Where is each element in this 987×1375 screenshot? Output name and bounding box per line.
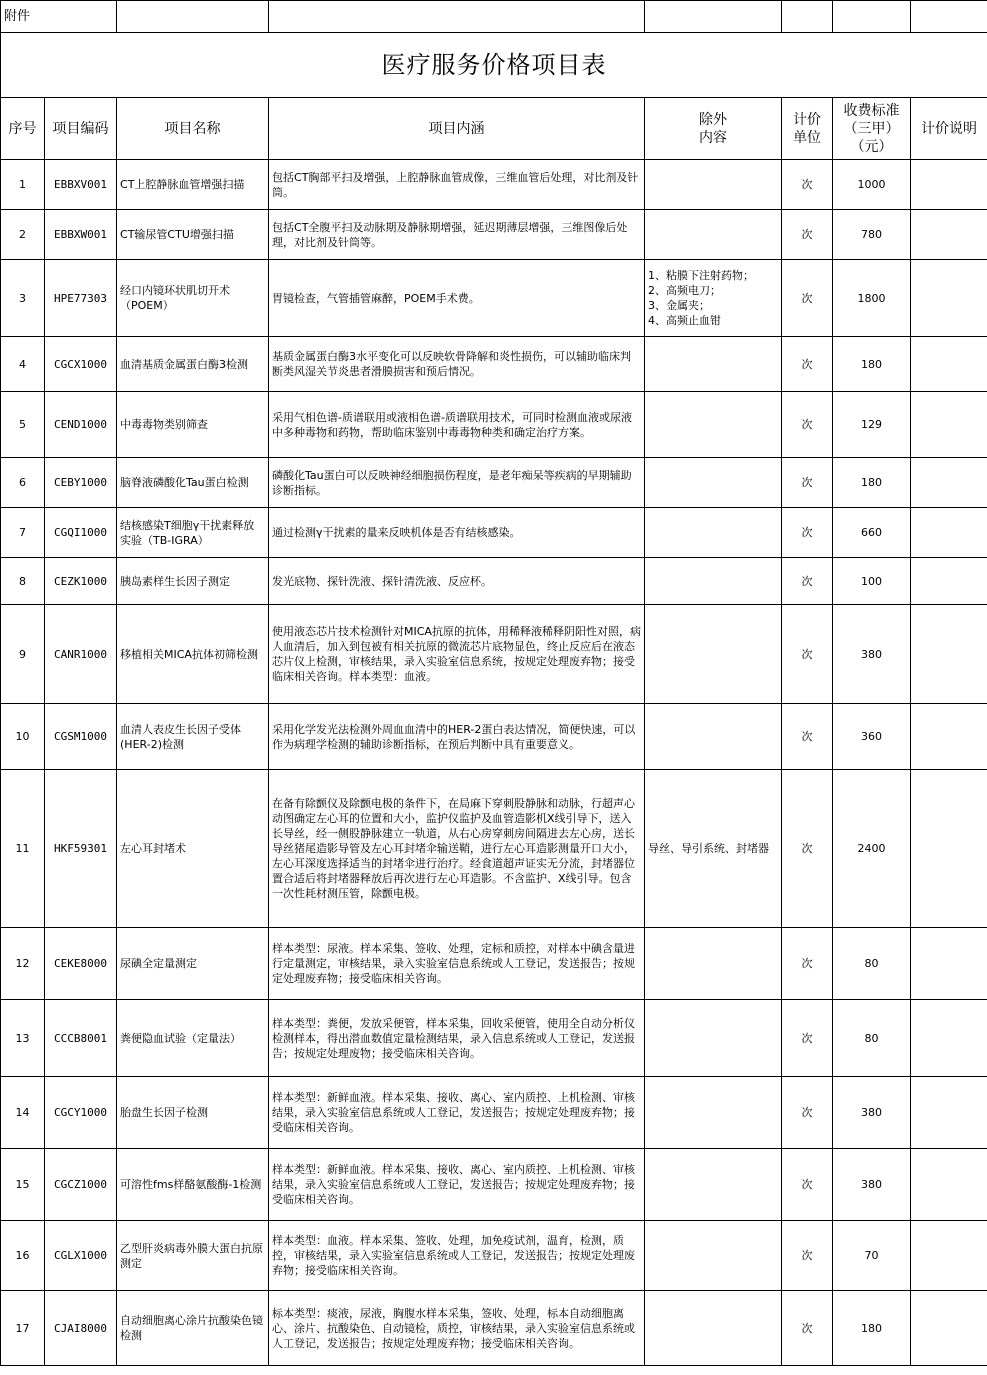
cell-price: 380 (833, 1077, 911, 1149)
header-content: 项目内涵 (269, 98, 645, 160)
header-price: 收费标准 （三甲） （元） (833, 98, 911, 160)
cell-price: 1000 (833, 160, 911, 210)
table-row (1, 1291, 987, 1366)
header-code: 项目编码 (45, 98, 117, 160)
cell-price: 100 (833, 558, 911, 605)
attachment-row (1, 1, 987, 33)
table-row (1, 392, 987, 458)
cell-seq: 9 (1, 605, 45, 704)
cell-note (911, 508, 987, 558)
cell-note (911, 160, 987, 210)
cell-seq: 13 (1, 1000, 45, 1077)
cell-price: 129 (833, 392, 911, 458)
cell-code: CGLX1000 (45, 1221, 117, 1291)
cell-unit: 次 (782, 508, 833, 558)
cell-name: 左心耳封堵术 (117, 770, 269, 928)
cell-content: 样本类型：新鲜血液。样本采集、接收、离心、室内质控、上机检测、审核结果，录入实验室信息系统或人工登记，发送报告；按规定处理废弃物；接受临床相关咨询。 (269, 1149, 645, 1221)
cell-excluded (645, 605, 782, 704)
cell-content: 发光底物、探针洗液、探针清洗液、反应杯。 (269, 558, 645, 605)
cell-name: 自动细胞离心涂片抗酸染色镜检测 (117, 1291, 269, 1366)
cell-price: 380 (833, 605, 911, 704)
cell-unit: 次 (782, 558, 833, 605)
cell-unit: 次 (782, 770, 833, 928)
cell-name: 血清基质金属蛋白酶3检测 (117, 337, 269, 392)
cell-code: CCCB8001 (45, 1000, 117, 1077)
cell-content: 通过检测γ干扰素的量来反映机体是否有结核感染。 (269, 508, 645, 558)
cell-note (911, 337, 987, 392)
cell-code: CGCX1000 (45, 337, 117, 392)
cell-note (911, 392, 987, 458)
cell-seq: 16 (1, 1221, 45, 1291)
cell-unit: 次 (782, 458, 833, 508)
cell-excluded (645, 1291, 782, 1366)
cell-content: 样本类型：新鲜血液。样本采集、接收、离心、室内质控、上机检测、审核结果，录入实验室信息系统或人工登记，发送报告；按规定处理废弃物；接受临床相关咨询。 (269, 1077, 645, 1149)
title-row (1, 33, 987, 98)
cell-name: 粪便隐血试验（定量法） (117, 1000, 269, 1077)
cell-name: 经口内镜环状肌切开术（POEM） (117, 260, 269, 337)
blank-cell (833, 1, 911, 33)
header-seq: 序号 (1, 98, 45, 160)
table-row (1, 605, 987, 704)
cell-unit: 次 (782, 928, 833, 1000)
cell-seq: 5 (1, 392, 45, 458)
table-row (1, 1149, 987, 1221)
table-row (1, 770, 987, 928)
cell-excluded (645, 1077, 782, 1149)
cell-unit: 次 (782, 704, 833, 770)
cell-note (911, 558, 987, 605)
table-row (1, 1000, 987, 1077)
cell-note (911, 928, 987, 1000)
cell-name: 可溶性fms样酪氨酸酶-1检测 (117, 1149, 269, 1221)
blank-cell (782, 1, 833, 33)
cell-content: 使用液态芯片技术检测针对MICA抗原的抗体，用稀释液稀释阴阳性对照，病人血清后，加入到包被有相关抗原的微流芯片底物显色，终止反应后在液态芯片仪上检测，审核结果，录入实验室信息系统，按规定处理废弃物；接受临床相关咨询。样本类型：血液。 (269, 605, 645, 704)
cell-code: CGCZ1000 (45, 1149, 117, 1221)
cell-note (911, 1149, 987, 1221)
cell-unit: 次 (782, 160, 833, 210)
cell-price: 80 (833, 928, 911, 1000)
cell-excluded (645, 1221, 782, 1291)
table-row (1, 260, 987, 337)
cell-seq: 6 (1, 458, 45, 508)
cell-note (911, 458, 987, 508)
cell-code: CGQI1000 (45, 508, 117, 558)
attachment-label: 附件 (1, 1, 117, 33)
cell-seq: 10 (1, 704, 45, 770)
cell-price: 780 (833, 210, 911, 260)
cell-unit: 次 (782, 1077, 833, 1149)
cell-content: 采用气相色谱-质谱联用或液相色谱-质谱联用技术，可同时检测血液或尿液中多种毒物和药物，帮助临床鉴别中毒毒物种类和确定治疗方案。 (269, 392, 645, 458)
cell-name: 脑脊液磷酸化Tau蛋白检测 (117, 458, 269, 508)
header-name: 项目名称 (117, 98, 269, 160)
cell-content: 包括CT全腹平扫及动脉期及静脉期增强，延迟期薄层增强，三维图像后处理，对比剂及针筒等。 (269, 210, 645, 260)
table-row (1, 210, 987, 260)
cell-note (911, 260, 987, 337)
cell-price: 180 (833, 1291, 911, 1366)
cell-seq: 15 (1, 1149, 45, 1221)
cell-code: CJAI8000 (45, 1291, 117, 1366)
cell-code: CEZK1000 (45, 558, 117, 605)
cell-price: 80 (833, 1000, 911, 1077)
cell-price: 180 (833, 458, 911, 508)
cell-excluded (645, 558, 782, 605)
table-row (1, 1077, 987, 1149)
cell-name: 血清人表皮生长因子受体(HER-2)检测 (117, 704, 269, 770)
cell-name: 中毒毒物类别筛查 (117, 392, 269, 458)
cell-content: 在备有除颤仪及除颤电极的条件下，在局麻下穿刺股静脉和动脉，行超声心动图确定左心耳的位置和大小，监护仪监护及血管造影机X线引导下，送入长导丝，经一侧股静脉建立一轨道，从右心房穿刺房间隔进去左心房，送长导丝猪尾造影导管及左心耳封堵伞输送鞘，进行左心耳造影测量开口大小，左心耳深度选择适当的封堵伞进行治疗。经食道超声证实无分流，封堵器位置合适后将封堵器释放后再次进行左心耳造影。不含监护、X线引导。包含一次性耗材测压管，除颤电极。 (269, 770, 645, 928)
cell-excluded (645, 160, 782, 210)
cell-excluded (645, 1000, 782, 1077)
cell-price: 360 (833, 704, 911, 770)
cell-seq: 2 (1, 210, 45, 260)
cell-seq: 11 (1, 770, 45, 928)
table-row (1, 337, 987, 392)
cell-content: 包括CT胸部平扫及增强，上腔静脉血管成像，三维血管后处理，对比剂及针筒。 (269, 160, 645, 210)
cell-code: EBBXV001 (45, 160, 117, 210)
cell-price: 380 (833, 1149, 911, 1221)
header-unit: 计价 单位 (782, 98, 833, 160)
table-row (1, 558, 987, 605)
cell-unit: 次 (782, 1149, 833, 1221)
blank-cell (269, 1, 645, 33)
table-row (1, 458, 987, 508)
blank-cell (645, 1, 782, 33)
table-row (1, 508, 987, 558)
table-row (1, 160, 987, 210)
cell-code: CEBY1000 (45, 458, 117, 508)
cell-note (911, 704, 987, 770)
cell-note (911, 1077, 987, 1149)
cell-content: 胃镜检查，气管插管麻醉，POEM手术费。 (269, 260, 645, 337)
cell-note (911, 770, 987, 928)
cell-unit: 次 (782, 392, 833, 458)
cell-note (911, 1291, 987, 1366)
cell-note (911, 210, 987, 260)
cell-unit: 次 (782, 260, 833, 337)
cell-name: CT上腔静脉血管增强扫描 (117, 160, 269, 210)
header-note: 计价说明 (911, 98, 987, 160)
cell-name: 移植相关MICA抗体初筛检测 (117, 605, 269, 704)
blank-cell (117, 1, 269, 33)
cell-unit: 次 (782, 337, 833, 392)
cell-code: EBBXW001 (45, 210, 117, 260)
cell-excluded (645, 210, 782, 260)
table-row (1, 928, 987, 1000)
cell-unit: 次 (782, 1221, 833, 1291)
cell-unit: 次 (782, 1291, 833, 1366)
cell-seq: 4 (1, 337, 45, 392)
cell-excluded (645, 704, 782, 770)
cell-excluded: 导丝、导引系统、封堵器 (645, 770, 782, 928)
cell-name: 尿碘全定量测定 (117, 928, 269, 1000)
cell-seq: 1 (1, 160, 45, 210)
page-title: 医疗服务价格项目表 (1, 33, 987, 98)
cell-note (911, 605, 987, 704)
cell-excluded (645, 392, 782, 458)
cell-price: 70 (833, 1221, 911, 1291)
cell-seq: 7 (1, 508, 45, 558)
cell-name: 胎盘生长因子检测 (117, 1077, 269, 1149)
cell-seq: 14 (1, 1077, 45, 1149)
cell-seq: 17 (1, 1291, 45, 1366)
cell-name: CT输尿管CTU增强扫描 (117, 210, 269, 260)
cell-code: HKF59301 (45, 770, 117, 928)
cell-unit: 次 (782, 1000, 833, 1077)
cell-content: 磷酸化Tau蛋白可以反映神经细胞损伤程度，是老年痴呆等疾病的早期辅助诊断指标。 (269, 458, 645, 508)
header-row (1, 98, 987, 160)
cell-excluded (645, 1149, 782, 1221)
cell-content: 采用化学发光法检测外周血血清中的HER-2蛋白表达情况，简便快速，可以作为病理学检测的辅助诊断指标，在预后判断中具有重要意义。 (269, 704, 645, 770)
cell-name: 乙型肝炎病毒外膜大蛋白抗原测定 (117, 1221, 269, 1291)
cell-code: CEKE8000 (45, 928, 117, 1000)
cell-excluded (645, 337, 782, 392)
cell-excluded (645, 458, 782, 508)
cell-content: 标本类型：痰液，尿液，胸腹水样本采集，签收、处理，标本自动细胞离心、涂片、抗酸染色、自动镜检，质控，审核结果，录入实验室信息系统或人工登记，发送报告；按规定处理废弃物；接受临床相关咨询。 (269, 1291, 645, 1366)
cell-price: 660 (833, 508, 911, 558)
blank-cell (911, 1, 987, 33)
cell-seq: 8 (1, 558, 45, 605)
cell-content: 样本类型：粪便，发放采便管，样本采集，回收采便管，使用全自动分析仪检测样本，得出潜血数值定量检测结果，录入信息系统或人工登记，发送报告；按规定处理废物；接受临床相关咨询。 (269, 1000, 645, 1077)
cell-code: CANR1000 (45, 605, 117, 704)
cell-price: 180 (833, 337, 911, 392)
cell-code: CGSM1000 (45, 704, 117, 770)
header-excluded: 除外 内容 (645, 98, 782, 160)
cell-code: CGCY1000 (45, 1077, 117, 1149)
cell-unit: 次 (782, 605, 833, 704)
cell-code: CEND1000 (45, 392, 117, 458)
cell-price: 2400 (833, 770, 911, 928)
table-row (1, 1221, 987, 1291)
cell-excluded: 1、粘膜下注射药物； 2、高频电刀； 3、金属夹； 4、高频止血钳 (645, 260, 782, 337)
cell-excluded (645, 508, 782, 558)
cell-seq: 3 (1, 260, 45, 337)
cell-note (911, 1221, 987, 1291)
table-row (1, 704, 987, 770)
cell-code: HPE77303 (45, 260, 117, 337)
cell-note (911, 1000, 987, 1077)
cell-seq: 12 (1, 928, 45, 1000)
cell-unit: 次 (782, 210, 833, 260)
cell-price: 1800 (833, 260, 911, 337)
cell-content: 基质金属蛋白酶3水平变化可以反映软骨降解和炎性损伤，可以辅助临床判断类风湿关节炎患者滑膜损害和预后情况。 (269, 337, 645, 392)
cell-name: 结核感染T细胞γ干扰素释放实验（TB-IGRA） (117, 508, 269, 558)
cell-name: 胰岛素样生长因子测定 (117, 558, 269, 605)
cell-content: 样本类型：血液。样本采集、签收、处理，加免疫试剂，温育，检测，质控，审核结果，录入实验室信息系统或人工登记，发送报告；按规定处理废弃物；接受临床相关咨询。 (269, 1221, 645, 1291)
cell-excluded (645, 928, 782, 1000)
cell-content: 样本类型：尿液。样本采集、签收、处理，定标和质控，对样本中碘含量进行定量测定，审核结果，录入实验室信息系统或人工登记，发送报告；按规定处理废弃物；接受临床相关咨询。 (269, 928, 645, 1000)
